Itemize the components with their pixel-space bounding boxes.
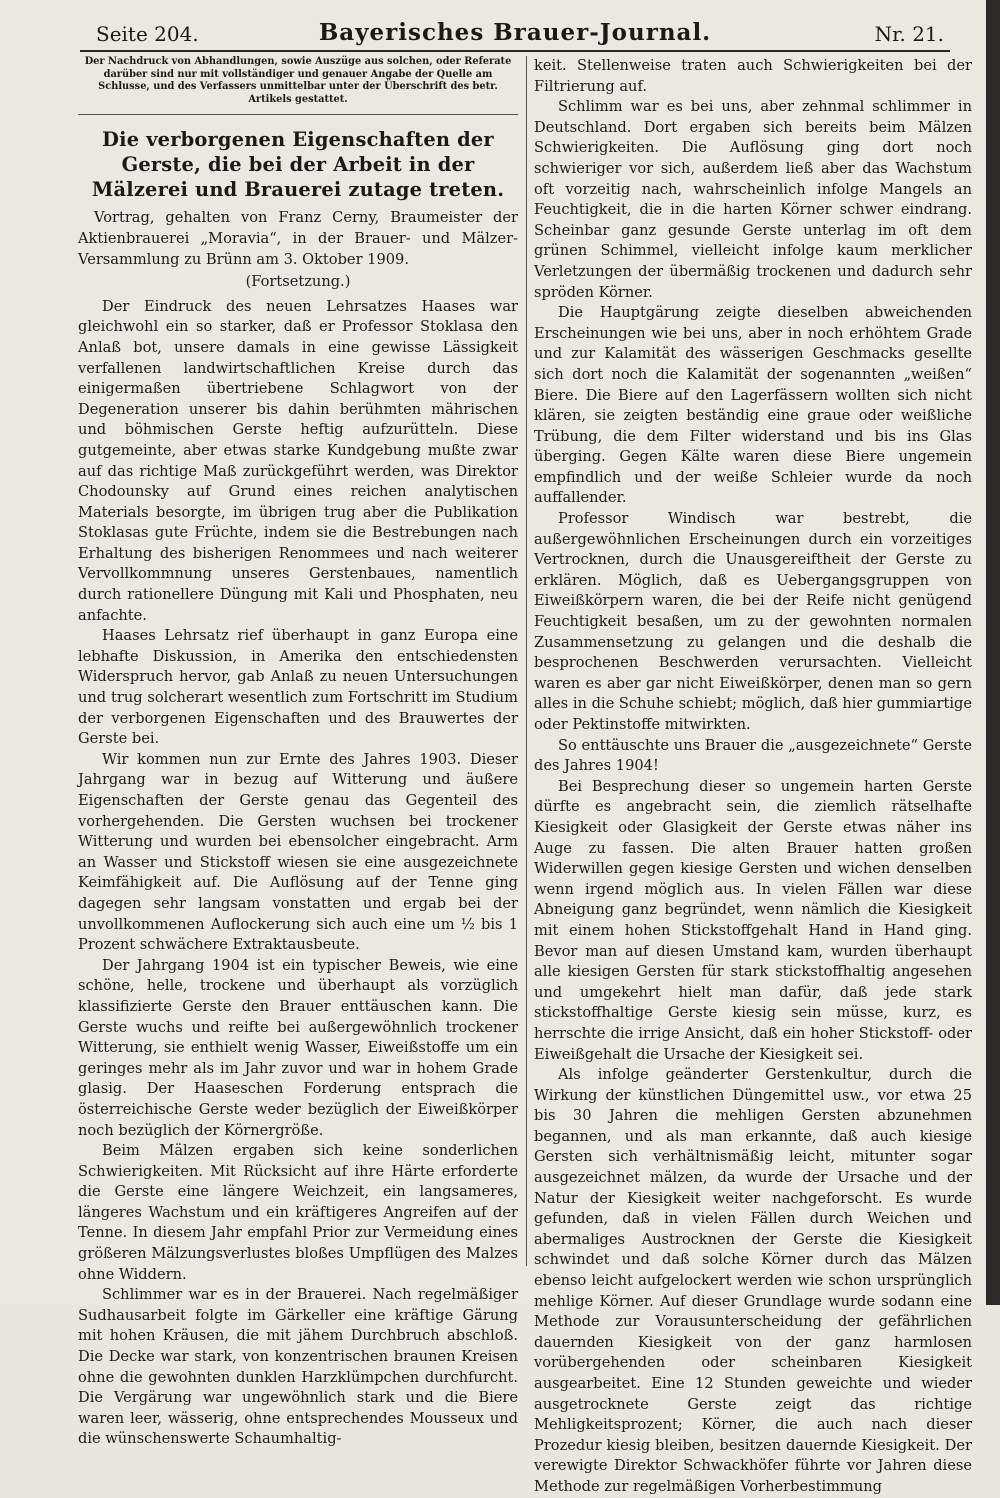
paragraph: Die Hauptgärung zeigte dieselben abweichenden Erscheinungen wie bei uns, aber in noch erhöhtem Grade und zur Kalamität des wässerigen Geschmacks gesellte sich dort noch die Kalamität der sogenannten „weißen“ Biere. Die Biere auf den Lagerfässern wollten sich nicht klären, sie zeigten beständig eine graue oder weißliche Trübung, die dem Filter widerstand und bis ins Glas überging. Gegen Kälte waren diese Biere ungemein empfindlich und der weiße Schleier wurde da noch auffallender. [534, 304, 972, 507]
scan-edge [986, 0, 1000, 1305]
paragraph: Bei Besprechung dieser so ungemein harten Gerste dürfte es angebracht sein, die ziemlich rätselhafte Kiesigkeit oder Glasigkeit der Gerste etwas näher ins Auge zu fassen. Die alten Brauer hatten großen Widerwillen gegen kiesige Gersten und wichen denselben wenn irgend möglich aus. In vielen Fällen war diese Abneigung ganz begründet, wenn nämlich die Kiesigkeit mit einem hohen Stickstoffgehalt Hand in Hand ging. Bevor man auf diesen Umstand kam, wurden überhaupt alle kiesigen Gersten für stark stickstoffhaltig angesehen und umgekehrt hielt man dafür, daß jede stark stickstoffhaltige Gerste kiesig sein müsse, kurz, es herrschte die irrige Ansicht, daß ein hoher Stickstoff- oder Eiweißgehalt die Ursache der Kiesigkeit sei. [534, 777, 972, 1063]
paragraph: Beim Mälzen ergaben sich keine sonderlichen Schwierigkeiten. Mit Rücksicht auf ihre Härte erforderte die Gerste eine längere Weichzeit, ein langsameres, längeres Wachstum und ein kräftigeres Angreifen auf der Tenne. In diesem Jahr empfahl Prior zur Vermeidung eines größeren Mälzungsverlustes bloßes Umpflügen des Malzes ohne Widdern. [78, 1142, 518, 1283]
paragraph: Schlimmer war es in der Brauerei. Nach regelmäßiger Sudhausarbeit folgte im Gärkeller eine kräftige Gärung mit hohen Kräusen, die mit jähem Durchbruch abschloß. Die Decke war stark, von konzentrischen braunen Kreisen ohne die gewohnten dunklen Harzklümpchen durchfurcht. Die Vergärung war ungewöhnlich stark und die Biere waren leer, wässerig, ohne entsprechendes Mousseux und die wünschenswerte Schaumhaltig- [78, 1286, 518, 1448]
paragraph: Professor Windisch war bestrebt, die außergewöhnlichen Erscheinungen durch ein vorzeitiges Vertrocknen, durch die Unausgereiftheit der Gerste zu erklären. Möglich, daß es Uebergangsgruppen von Eiweißkörpern waren, die bei der Reife nicht genügend Feuchtigkeit besaßen, um zu der gewohnten normalen Zusammensetzung zu gelangen und die deshalb die besprochenen Beschwerden verursachten. Vielleicht waren es aber gar nicht Eiweißkörper, denen man so gern alles in die Schuhe schiebt; möglich, daß hier gummiartige oder Pektinstoffe mitwirkten. [534, 510, 972, 733]
page-number: Seite 204. [96, 22, 199, 46]
paragraph: Haases Lehrsatz rief überhaupt in ganz Europa eine lebhafte Diskussion, in Amerika den entschiedensten Widerspruch hervor, gab Anlaß zu neuen Untersuchungen und trug solcherart wesentlich zum Fortschritt im Studium der verborgenen Eigenschaften und des Brauwertes der Gerste bei. [78, 627, 518, 748]
reprint-notice: Der Nachdruck von Abhandlungen, sowie Auszüge aus solchen, oder Referate darüber sind nur mit vollständiger und genauer Angabe der Quelle am Schlusse, und des Verfassers unmittelbar unter der Überschrift des betr. Artikels gestattet. [78, 56, 518, 115]
paragraph: So enttäuschte uns Brauer die „ausgezeichnete“ Gerste des Jahres 1904! [534, 736, 972, 775]
paragraph: Der Eindruck des neuen Lehrsatzes Haases war gleichwohl ein so starker, daß er Professor Stoklasa den Anlaß bot, unsere damals in eine gewisse Lässigkeit verfallenen landwirtschaftlichen Kreise durch das einigermaßen übertriebene Schlagwort von der Degeneration unserer bis dahin berühmten mährischen und böhmischen Gerste heftig aufzurütteln. Diese gutgemeinte, aber etwas starke Kundgebung mußte zwar auf das richtige Maß zurückgeführt werden, was Direktor Chodounsky auf Grund eines reichen analytischen Materials besorgte, im übrigen trug aber die Publikation Stoklasas gute Früchte, indem sie die Bestrebungen nach Erhaltung des bisherigen Renommees und nach weiterer Vervollkommnung unseres Gerstenbaues, namentlich durch rationellere Düngung mit Kali und Phosphaten, neu anfachte. [78, 297, 518, 624]
left-column [78, 56, 518, 1450]
issue-number: Nr. 21. [874, 22, 944, 46]
paragraph: Schlimm war es bei uns, aber zehnmal schlimmer in Deutschland. Dort ergaben sich bereits beim Mälzen Schwierigkeiten. Die Auflösung ging dort noch schwieriger vor sich, außerdem ließ aber das Wachstum oft vorzeitig nach, wahrscheinlich infolge Mangels an Feuchtigkeit, die in die harten Körner schwer eindrang. Scheinbar ganz gesunde Gerste unterlag im oft dem grünen Schimmel, vielleicht infolge kaum merklicher Verletzungen der übermäßig trockenen und dadurch sehr spröden Körner. [534, 98, 972, 301]
page-header [80, 14, 950, 52]
paragraph: Wir kommen nun zur Ernte des Jahres 1903. Dieser Jahrgang war in bezug auf Witterung und äußere Eigenschaften der Gerste genau das Gegenteil des vorhergehenden. Die Gersten wuchsen bei trockener Witterung und wurden bei ebensolcher eingebracht. Arm an Wasser und Stickstoff wiesen sie eine ausgezeichnete Keimfähigkeit auf. Die Auflösung auf der Tenne ging dagegen sehr langsam vonstatten und ergab bei der unvollkommenen Auflockerung sich auch eine um ½ bis 1 Prozent schwächere Extraktausbeute. [78, 750, 518, 954]
right-column [534, 56, 972, 1498]
continuation-note: (Fortsetzung.) [245, 273, 351, 291]
journal-title: Bayerisches Brauer-Journal. [318, 19, 712, 46]
column-divider [526, 56, 527, 1266]
article-byline: Vortrag, gehalten von Franz Cerny, Braumeister der Aktienbrauerei „Moravia“, in der Brauer- und Mälzer-Versammlung zu Brünn am 3. Oktober 1909. [78, 209, 518, 268]
paragraph: keit. Stellenweise traten auch Schwierigkeiten bei der Filtrierung auf. [534, 57, 972, 95]
paragraph: Der Jahrgang 1904 ist ein typischer Beweis, wie eine schöne, helle, trockene und überhaupt als vorzüglich klassifizierte Gerste den Brauer enttäuschen kann. Die Gerste wuchs und reifte bei außergewöhnlich trockener Witterung, sie enthielt wenig Wasser, Eiweißstoffe um ein geringes mehr als im Jahr zuvor und war in hohem Grade glasig. Der Haaseschen Forderung entsprach die österreichische Gerste weder bezüglich der Eiweißkörper noch bezüglich der Körnergröße. [78, 956, 518, 1139]
article-title: Die verborgenen Eigenschaften der Gerste, die bei der Arbeit in der Mälzerei und Brauerei zutage treten. [91, 128, 505, 202]
paragraph: Als infolge geänderter Gerstenkultur, durch die Wirkung der künstlichen Düngemittel usw., vor etwa 25 bis 30 Jahren die mehligen Gersten abzunehmen begannen, und als man erkannte, daß auch kiesige Gersten sich verhältnismäßig leicht, mitunter sogar ausgezeichnet mälzen, da wurde der Ursache und der Natur der Kiesigkeit weiter nachgeforscht. Es wurde gefunden, daß in vielen Fällen durch Weichen und abermaliges Austrocknen der Gerste die Kiesigkeit schwindet und daß solche Körner durch das Mälzen ebenso leicht aufgelockert werden wie schon ursprünglich mehlige Körner. Auf dieser Grundlage wurde sodann eine Methode zur Vorausunterscheidung der gefährlichen dauernden Kiesigkeit von der ganz harmlosen vorübergehenden oder scheinbaren Kiesigkeit ausgearbeitet. Eine 12 Stunden geweichte und wieder ausgetrocknete Gerste zeigt das richtige Mehligkeitsprozent; Körner, die auch nach dieser Prozedur kiesig bleiben, besitzen dauernde Kiesigkeit. Der verewigte Direktor Schwackhöfer führte vor Jahren diese Methode zur regelmäßigen Vorherbestimmung [534, 1066, 972, 1495]
